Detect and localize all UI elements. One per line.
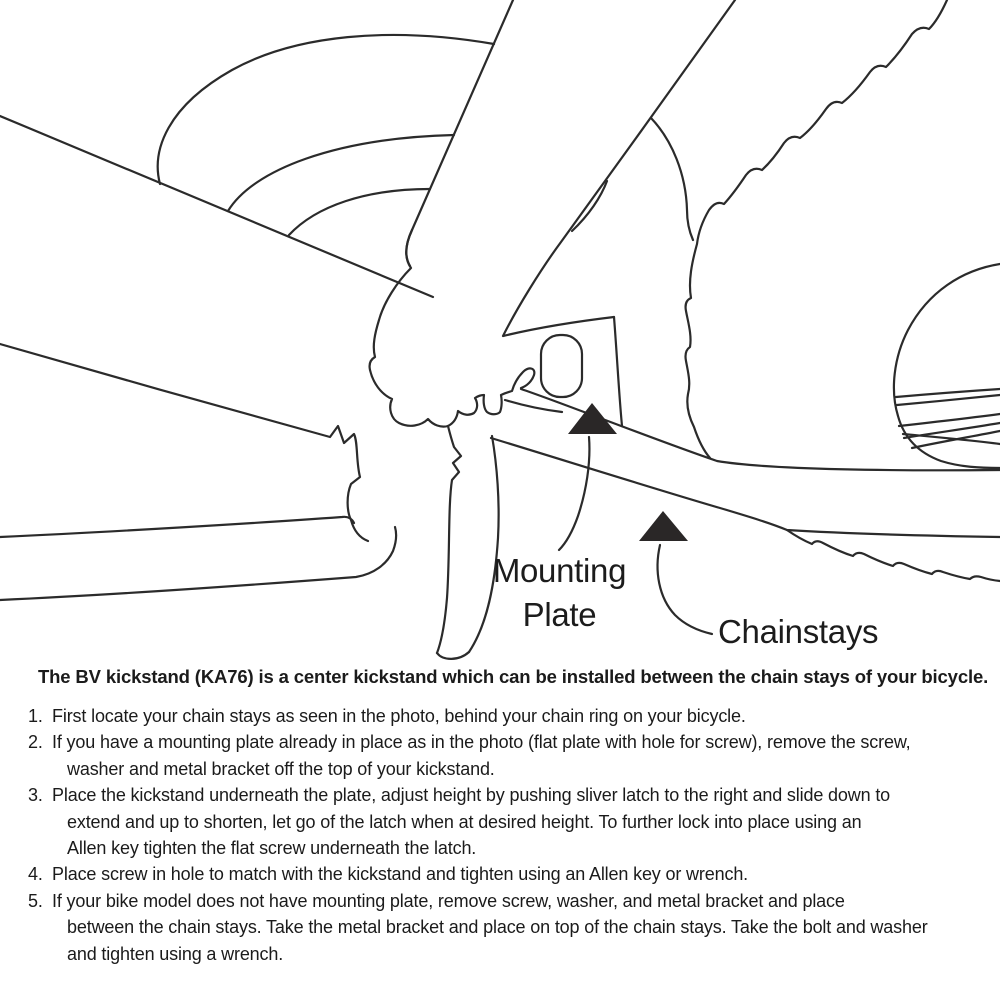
chainring-fragment-right (651, 118, 693, 240)
crank-arm-tip (437, 652, 469, 659)
item-text: Place the kickstand underneath the plate, adjust height by pushing sliver latch to the right and slide down to (52, 785, 891, 806)
list-item-continuation: between the chain stays. Take the metal bracket and place on top of the chain stays. Take the bolt and washer (67, 917, 928, 938)
bottom-bracket-outline (370, 230, 535, 427)
tire-tread-edge (686, 0, 948, 458)
down-tube-bottom-line (0, 344, 368, 541)
derailleur-strap-line (505, 400, 562, 412)
item-number: 4. (28, 864, 43, 885)
mounting-plate-leader-line (559, 437, 589, 550)
instructions-list (0, 703, 1000, 967)
item-text: First locate your chain stays as seen in the photo, behind your chain ring on your bicycle. (52, 706, 746, 726)
left-chainstay-top-edge (0, 517, 354, 537)
list-item (0, 888, 1000, 914)
seat-stay-line (503, 0, 735, 336)
mounting-plate-label: Mounting Plate (492, 552, 627, 633)
list-item (0, 729, 1000, 755)
list-item-continuation: extend and up to shorten, let go of the latch when at desired height. To further lock into place using an (67, 811, 862, 832)
tire-bottom-scallops (787, 530, 1000, 581)
list-item (0, 703, 1000, 729)
item-text: If your bike model does not have mounting plate, remove screw, washer, and metal bracket and place (52, 890, 845, 911)
instructions-section (0, 664, 1000, 967)
list-item-continuation: washer and metal bracket off the top of your kickstand. (67, 758, 495, 779)
item-number: 3. (28, 785, 43, 806)
instructions-heading: The BV kickstand (KA76) is a center kickstand which can be installed between the chain stays of your bicycle. (38, 666, 989, 687)
chainstays-label: Chainstays (718, 613, 879, 650)
left-chainstay-bottom-edge (0, 527, 396, 600)
spoke-line (903, 434, 1000, 444)
chainring-arc-inner (289, 189, 430, 235)
list-item-continuation: Allen key tighten the flat screw underneath the latch. (67, 838, 477, 859)
chainring-fragment-left (572, 181, 607, 231)
crank-arm-left-edge (437, 426, 461, 653)
item-number: 1. (28, 706, 43, 726)
item-number: 5. (28, 890, 43, 911)
list-item-continuation: and tighten using a wrench. (67, 943, 284, 964)
chainring-arc-middle (228, 135, 454, 211)
list-item (0, 782, 1000, 808)
item-number: 2. (28, 732, 43, 753)
item-text: Place screw in hole to match with the kickstand and tighten using an Allen key or wrench. (52, 864, 749, 885)
chainring-arc-outer (158, 35, 494, 184)
chainstays-leader-line (658, 545, 712, 634)
list-item (0, 861, 1000, 887)
item-text: If you have a mounting plate already in place as in the photo (flat plate with hole for screw), remove the screw, (52, 732, 911, 753)
up-arrow-icon (639, 511, 688, 541)
mounting-plate-hole (541, 335, 582, 397)
rim-line (899, 414, 1000, 426)
plate-edge-line (614, 317, 622, 426)
